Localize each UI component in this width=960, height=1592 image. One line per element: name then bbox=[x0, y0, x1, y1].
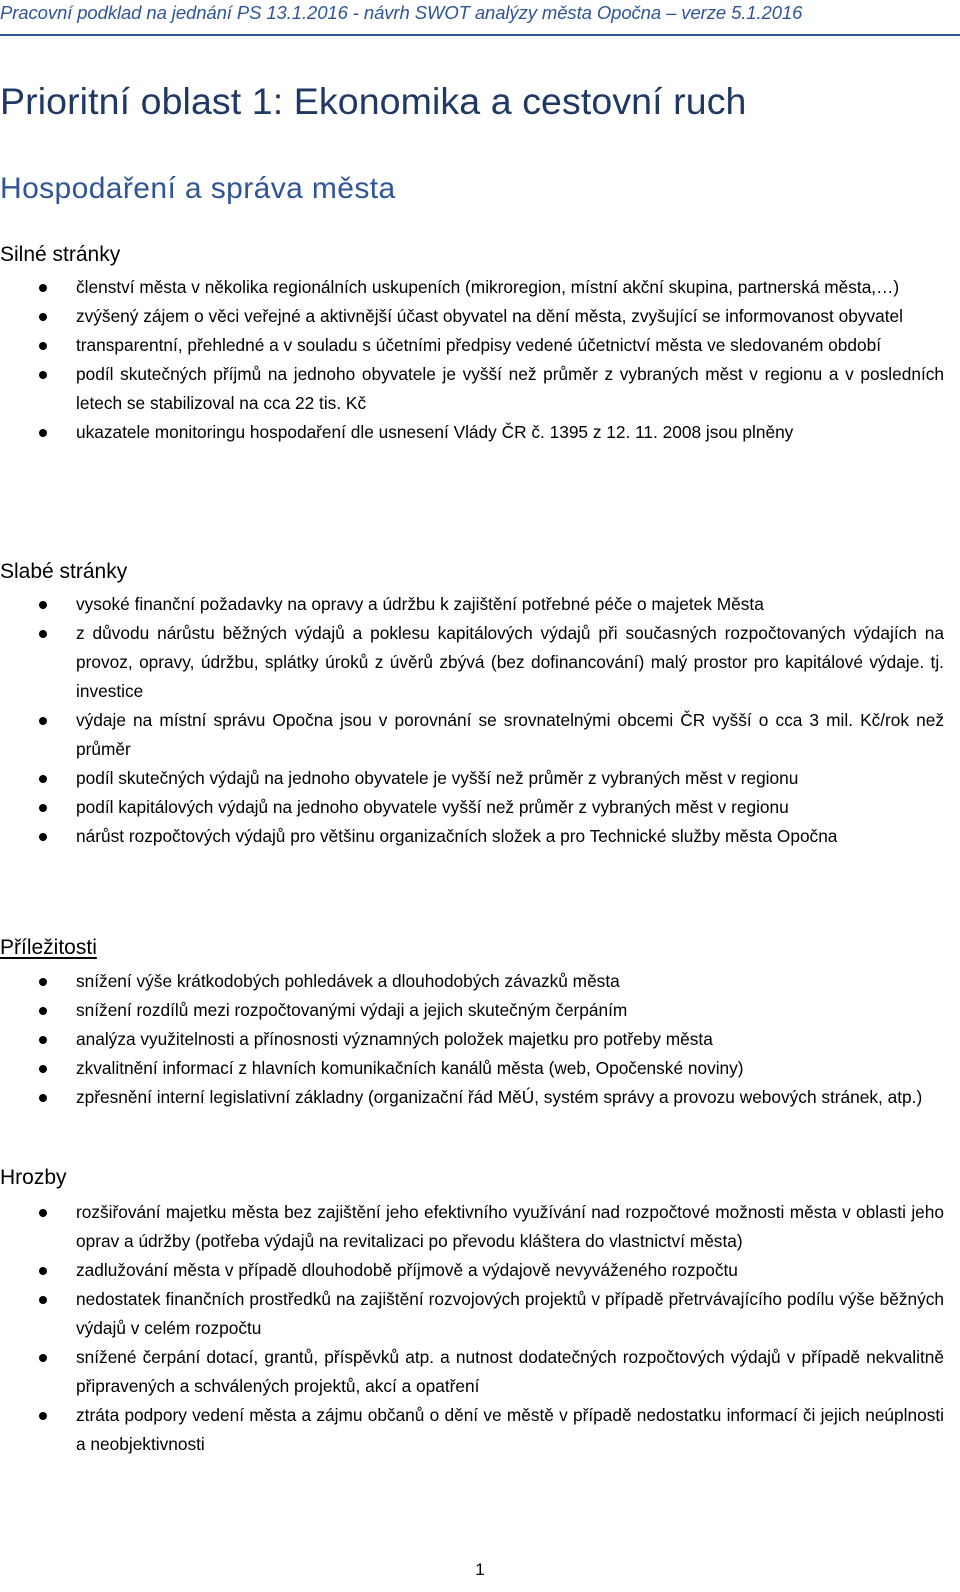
list-item: zpřesnění interní legislativní základny (organizační řád MěÚ, systém správy a provozu webových stránek, atp.) bbox=[0, 1083, 944, 1112]
bullet-icon bbox=[39, 775, 47, 783]
bullet-icon bbox=[39, 717, 47, 725]
bullet-icon bbox=[39, 1296, 47, 1304]
list-item: analýza využitelnosti a přínosnosti významných položek majetku pro potřeby města bbox=[0, 1025, 944, 1054]
strengths-list bbox=[0, 273, 960, 447]
bullet-icon bbox=[39, 1036, 47, 1044]
bullet-icon bbox=[39, 371, 47, 379]
running-header: Pracovní podklad na jednání PS 13.1.2016 - návrh SWOT analýzy města Opočna – verze 5.1.2016 bbox=[0, 2, 803, 23]
list-item: snížení výše krátkodobých pohledávek a dlouhodobých závazků města bbox=[0, 967, 944, 996]
section-title-strengths: Silné stránky bbox=[0, 243, 121, 266]
bullet-icon bbox=[39, 342, 47, 350]
bullet-icon bbox=[39, 1007, 47, 1015]
list-item: podíl skutečných výdajů na jednoho obyvatele je vyšší než průměr z vybraných měst v regionu bbox=[0, 764, 944, 793]
list-item: transparentní, přehledné a v souladu s účetními předpisy vedené účetnictví města ve sledovaném období bbox=[0, 331, 944, 360]
list-item: výdaje na místní správu Opočna jsou v porovnání se srovnatelnými obcemi ČR vyšší o cca 3 mil. Kč/rok než průměr bbox=[0, 706, 944, 764]
list-item: zkvalitnění informací z hlavních komunikačních kanálů města (web, Opočenské noviny) bbox=[0, 1054, 944, 1083]
weaknesses-list bbox=[0, 590, 960, 851]
list-item: vysoké finanční požadavky na opravy a údržbu k zajištění potřebné péče o majetek Města bbox=[0, 590, 944, 619]
bullet-icon bbox=[39, 1412, 47, 1420]
list-item: podíl skutečných příjmů na jednoho obyvatele je vyšší než průměr z vybraných měst v regionu a v posledních letech se stabilizoval na cca 22 tis. Kč bbox=[0, 360, 944, 418]
bullet-icon bbox=[39, 601, 47, 609]
sub-heading: Hospodaření a správa města bbox=[0, 172, 396, 205]
list-item: rozšiřování majetku města bez zajištění jeho efektivního využívání nad rozpočtové možnosti města v oblasti jeho oprav a údržby (potřeba výdajů na revitalizaci po převodu kláštera do vlastnictví města) bbox=[0, 1198, 944, 1256]
bullet-icon bbox=[39, 313, 47, 321]
page-number: 1 bbox=[475, 1560, 485, 1579]
bullet-icon bbox=[39, 1267, 47, 1275]
list-item: z důvodu nárůstu běžných výdajů a poklesu kapitálových výdajů při současných rozpočtovaných výdajích na provoz, opravy, údržbu, splátky úroků z úvěrů zbývá (bez dofinancování) malý prostor pro kapitálové výdaje. tj. investice bbox=[0, 619, 944, 706]
section-title-threats: Hrozby bbox=[0, 1166, 67, 1189]
list-item: podíl kapitálových výdajů na jednoho obyvatele vyšší než průměr z vybraných měst v regionu bbox=[0, 793, 944, 822]
main-heading: Prioritní oblast 1: Ekonomika a cestovní ruch bbox=[0, 80, 747, 122]
bullet-icon bbox=[39, 284, 47, 292]
section-title-weaknesses: Slabé stránky bbox=[0, 560, 128, 583]
list-item: nedostatek finančních prostředků na zajištění rozvojových projektů v případě přetrvávajícího podílu výše běžných výdajů v celém rozpočtu bbox=[0, 1285, 944, 1343]
list-item: ukazatele monitoringu hospodaření dle usnesení Vlády ČR č. 1395 z 12. 11. 2008 jsou plněny bbox=[0, 418, 944, 447]
bullet-icon bbox=[39, 1209, 47, 1217]
list-item: členství města v několika regionálních uskupeních (mikroregion, místní akční skupina, partnerská města,…) bbox=[0, 273, 944, 302]
bullet-icon bbox=[39, 630, 47, 638]
bullet-icon bbox=[39, 833, 47, 841]
list-item: zadlužování města v případě dlouhodobě příjmově a výdajově nevyváženého rozpočtu bbox=[0, 1256, 944, 1285]
header-rule bbox=[0, 34, 960, 36]
bullet-icon bbox=[39, 978, 47, 986]
bullet-icon bbox=[39, 804, 47, 812]
list-item: snížené čerpání dotací, grantů, příspěvků atp. a nutnost dodatečných rozpočtových výdajů v případě nekvalitně připravených a schválených projektů, akcí a opatření bbox=[0, 1343, 944, 1401]
section-title-opportunities: Příležitosti bbox=[0, 936, 97, 959]
opportunities-list bbox=[0, 967, 960, 1112]
list-item: snížení rozdílů mezi rozpočtovanými výdaji a jejich skutečným čerpáním bbox=[0, 996, 944, 1025]
bullet-icon bbox=[39, 1094, 47, 1102]
list-item: ztráta podpory vedení města a zájmu občanů o dění ve městě v případě nedostatku informací či jejich neúplnosti a neobjektivnosti bbox=[0, 1401, 944, 1459]
threats-list bbox=[0, 1198, 960, 1459]
bullet-icon bbox=[39, 1354, 47, 1362]
list-item: zvýšený zájem o věci veřejné a aktivnější účast obyvatel na dění města, zvyšující se informovanost obyvatel bbox=[0, 302, 944, 331]
bullet-icon bbox=[39, 429, 47, 437]
list-item: nárůst rozpočtových výdajů pro většinu organizačních složek a pro Technické služby města Opočna bbox=[0, 822, 944, 851]
bullet-icon bbox=[39, 1065, 47, 1073]
